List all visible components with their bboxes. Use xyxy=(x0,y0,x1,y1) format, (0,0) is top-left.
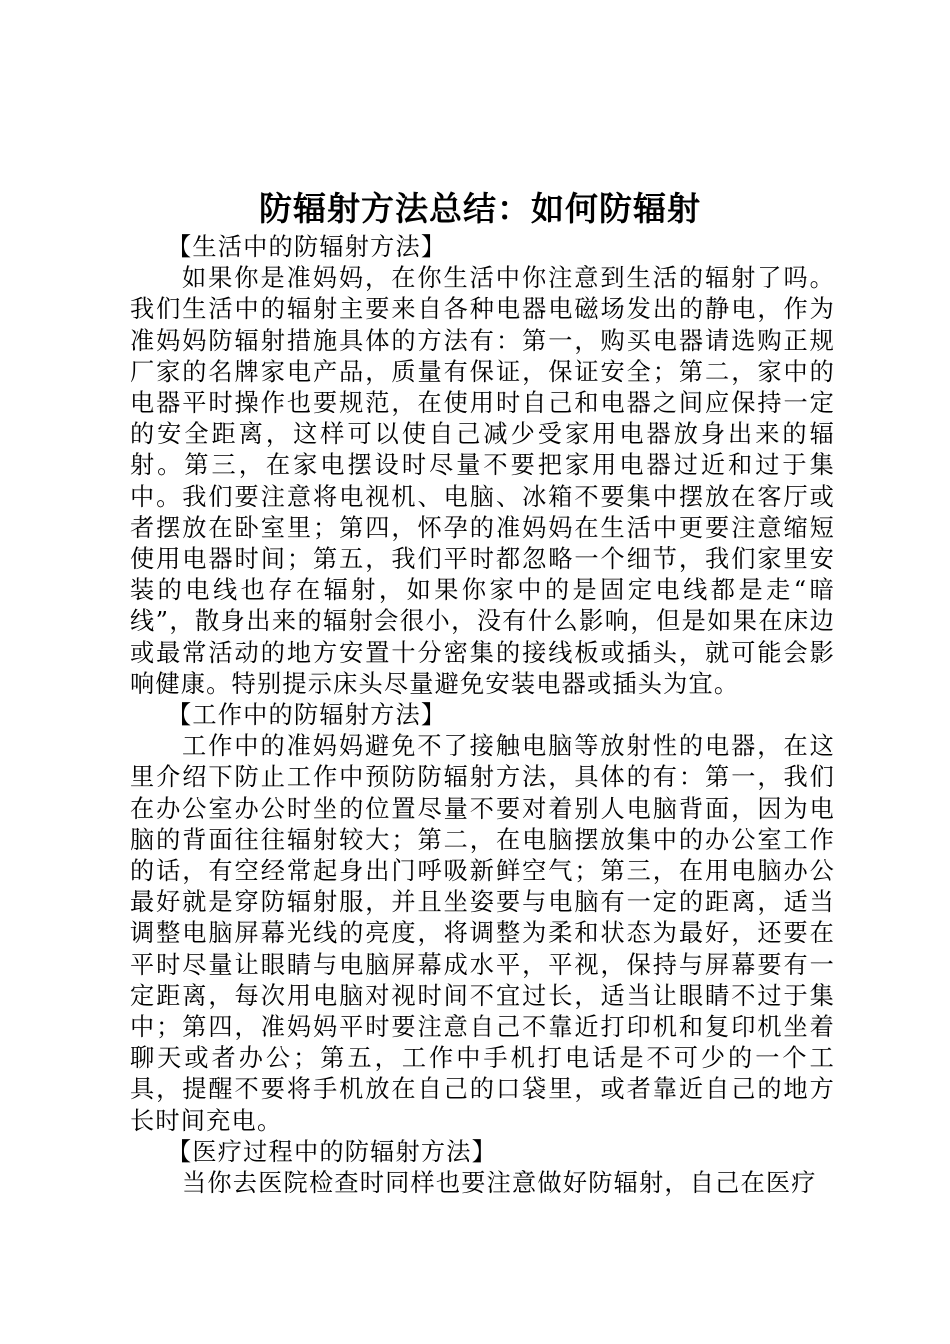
section-paragraph-life: 如果你是准妈妈，在你生活中你注意到生活的辐射了吗。我们生活中的辐射主要来自各种电器电磁场发出的静电，作为准妈妈防辐射措施具体的方法有：第一，购买电器请选购正规厂家的名牌家电产品，质量有保证，保证安全；第二，家中的电器平时操作也要规范，在使用时自己和电器之间应保持一定的安全距离，这样可以使自己减少受家用电器放身出来的辐射。第三，在家电摆设时尽量不要把家用电器过近和过于集中。我们要注意将电视机、电脑、冰箱不要集中摆放在客厅或者摆放在卧室里；第四，怀孕的准妈妈在生活中更要注意缩短使用电器时间；第五，我们平时都忽略一个细节，我们家里安装的电线也存在辐射，如果你家中的是固定电线都是走“暗线”，散身出来的辐射会很小，没有什么影响，但是如果在床边或最常活动的地方安置十分密集的接线板或插头，就可能会影响健康。特别提示床头尽量避免安装电器或插头为宜。 xyxy=(130,264,835,698)
section-heading-medical: 【医疗过程中的防辐射方法】 xyxy=(167,1137,498,1166)
section-paragraph-medical: 当你去医院检查时同样也要注意做好防辐射，自己在医疗 xyxy=(182,1169,817,1198)
section-heading-work: 【工作中的防辐射方法】 xyxy=(167,701,447,730)
document-body xyxy=(130,232,835,1199)
document-title: 防辐射方法总结：如何防辐射 xyxy=(259,189,701,228)
section-heading-life: 【生活中的防辐射方法】 xyxy=(167,233,447,261)
section-paragraph-work: 工作中的准妈妈避免不了接触电脑等放射性的电器，在这里介绍下防止工作中预防防辐射方法，具体的有：第一，我们在办公室办公时坐的位置尽量不要对着别人电脑背面，因为电脑的背面往往辐射较大；第二，在电脑摆放集中的办公室工作的话，有空经常起身出门呼吸新鲜空气；第三，在用电脑办公最好就是穿防辐射服，并且坐姿要与电脑有一定的距离，适当调整电脑屏幕光线的亮度，将调整为柔和状态为最好，还要在平时尽量让眼睛与电脑屏幕成水平，平视，保持与屏幕要有一定距离，每次用电脑对视时间不宜过长，适当让眼睛不过于集中；第四，准妈妈平时要注意自己不靠近打印机和复印机坐着聊天或者办公；第五，工作中手机打电话是不可少的一个工具，提醒不要将手机放在自己的口袋里，或者靠近自己的地方长时间充电。 xyxy=(130,732,835,1135)
